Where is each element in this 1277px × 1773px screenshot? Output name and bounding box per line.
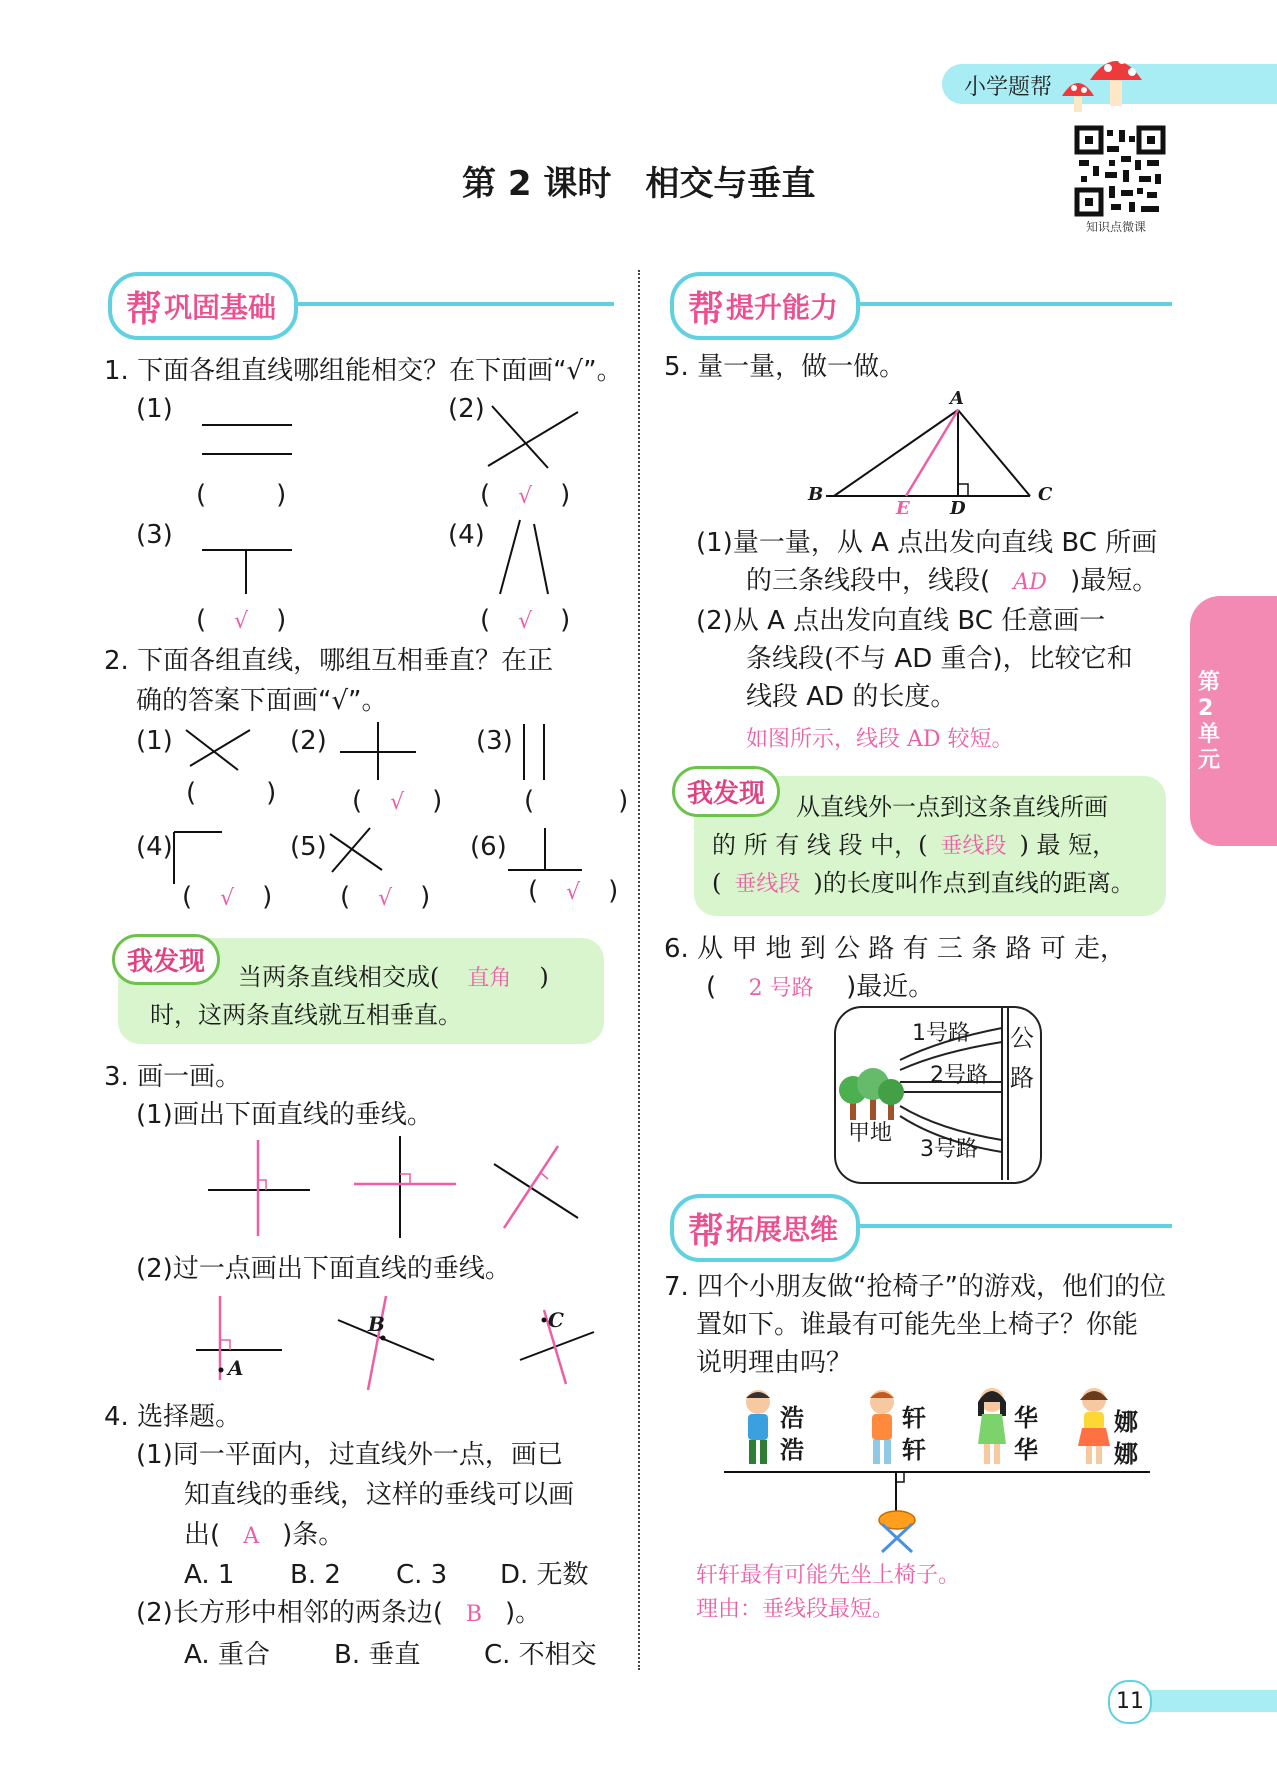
discover-2-pre: 的 所 有 线 段 中，( [712,831,928,859]
q2-stem-1: 2. 下面各组直线，哪组互相垂直？在正 [104,646,554,676]
q5-point-b: B [808,484,824,505]
q1-answer-2[interactable]: ( √ ) [480,480,571,510]
q5-point-a: A [950,388,964,409]
q2-label-6: (6) [470,832,507,862]
section-mark: 帮 [688,287,725,330]
q3-stem: 3. 画一画。 [104,1062,242,1092]
q2-ans-5: √ [378,886,393,911]
q7-answer-1[interactable]: 轩轩最有可能先坐上椅子。 [696,1563,961,1588]
q5-point-c: C [1038,484,1053,505]
q4-sub1-post: )条。 [282,1520,345,1550]
q7-answer-2[interactable]: 理由：垂线段最短。 [696,1597,895,1622]
q4-sub1-option-d: D. 无数 [500,1560,589,1590]
kid-name-4b: 娜 [1114,1440,1138,1468]
q4-sub2-option-b: B. 垂直 [334,1640,421,1670]
q4-sub1-line2: 知直线的垂线，这样的垂线可以画 [184,1480,575,1510]
q1-answer-4[interactable]: ( √ ) [480,605,571,635]
kid-name-3b: 华 [1014,1436,1038,1464]
q2-label-3: (3) [476,726,513,756]
q6-place: 甲地 [848,1121,893,1146]
q7-stem-1: 7. 四个小朋友做“抢椅子”的游戏，他们的位 [664,1272,1167,1302]
q4-sub1-line1: (1)同一平面内，过直线外一点，画已 [136,1440,563,1470]
section-label: 巩固基础 [164,291,277,324]
q6-stem-1: 6. 从 甲 地 到 公 路 有 三 条 路 可 走， [664,934,1126,964]
q6-answer[interactable]: 2 号路 [748,976,814,1001]
qr-caption: 知识点微课 [1086,220,1147,234]
q5-point-e: E [896,498,910,519]
q2-answer-4[interactable]: ( √ ) [182,882,273,912]
q2-label-1: (1) [136,726,173,756]
q2-label-4: (4) [136,832,173,862]
discover-2-line-1: 从直线外一点到这条直线所画 [796,793,1108,821]
q6-highway-2: 路 [1010,1064,1034,1092]
q4-sub2-pre: (2)长方形中相邻的两条边( [136,1598,443,1628]
q6-post: )最近。 [846,972,935,1002]
q5-sub1-answer[interactable]: AD [1013,570,1047,595]
q1-ans-2: √ [518,484,533,509]
kid-name-4a: 娜 [1114,1408,1138,1436]
chair-icon [874,1508,920,1554]
q5-sub1-post: )最短。 [1070,566,1159,596]
q5-sub1-line1: (1)量一量，从 A 点出发向直线 BC 所画 [696,528,1158,558]
q4-sub2-answer[interactable]: B [465,1602,483,1627]
discover-2-post3: )的长度叫作点到直线的距离。 [813,869,1135,897]
q2-label-5: (5) [290,832,327,862]
discover-2-answer-1[interactable]: 垂线段 [940,834,1007,859]
discover-1-pre: 当两条直线相交成( [238,963,440,991]
q5-sub2-line2: 条线段(不与 AD 重合)，比较它和 [746,644,1133,674]
discover-1-line-2: 时，这两条直线就互相垂直。 [150,1001,462,1029]
q2-ans-4: √ [220,886,235,911]
kid-name-2b: 轩 [902,1436,926,1464]
q3-point-c: C [548,1308,564,1332]
section-mark: 帮 [688,1209,725,1252]
q5-sub1-pre: 的三条线段中，线段( [746,566,991,596]
discover-2-post: ) 最 短， [1019,831,1117,859]
q4-sub1-option-a: A. 1 [184,1560,235,1590]
q5-sub2-answer[interactable]: 如图所示，线段 AD 较短。 [746,727,1014,752]
q4-sub1-option-c: C. 3 [396,1560,448,1590]
q3-point-b: B [368,1312,385,1336]
side-tab-label: 第2单元 [1198,670,1221,773]
q6-road-3: 3号路 [920,1137,978,1162]
q4-sub2-option-c: C. 不相交 [484,1640,597,1670]
kid-name-2a: 轩 [902,1404,926,1432]
q1-label-2: (2) [448,394,485,424]
q1-stem: 1. 下面各组直线哪组能相交？在下面画“√”。 [104,356,623,386]
q2-stem-2: 确的答案下面画“√”。 [136,686,388,716]
q7-stem-3: 说明理由吗？ [696,1348,853,1378]
page-title: 第 2 课时 相交与垂直 [462,164,816,204]
q3-point-a: A [228,1356,244,1380]
discover-tag-1: 我发现 [112,934,220,985]
discover-1-answer[interactable]: 直角 [467,966,512,991]
discover-1-post: ) [539,963,549,991]
q5-sub2-line1: (2)从 A 点出发向直线 BC 任意画一 [696,606,1106,636]
q4-sub1-pre: 出( [184,1520,221,1550]
q4-stem: 4. 选择题。 [104,1402,242,1432]
section-label: 拓展思维 [726,1213,839,1246]
kid-name-1b: 浩 [780,1436,804,1464]
q2-answer-6[interactable]: ( √ ) [528,876,619,906]
q2-answer-2[interactable]: ( √ ) [352,786,443,816]
q4-sub2-option-a: A. 重合 [184,1640,270,1670]
q1-answer-1[interactable]: ( ) [196,480,287,510]
footer-band [1136,1690,1277,1712]
q5-sub2-line3: 线段 AD 的长度。 [746,682,957,712]
q1-answer-3[interactable]: ( √ ) [196,605,287,635]
q2-ans-6: √ [566,880,581,905]
page-number: 11 [1108,1680,1152,1724]
discover-tag-2: 我发现 [672,766,780,817]
q1-ans-4: √ [518,609,533,634]
kid-name-1a: 浩 [780,1404,804,1432]
q2-label-2: (2) [290,726,327,756]
kid-name-3a: 华 [1014,1404,1038,1432]
q2-answer-1[interactable]: ( ) [186,778,277,808]
q2-answer-5[interactable]: ( √ ) [340,882,431,912]
q2-ans-2: √ [390,790,405,815]
q6-road-1: 1号路 [912,1021,970,1046]
discover-2-answer-2[interactable]: 垂线段 [734,872,801,897]
q1-label-3: (3) [136,520,173,550]
section-label: 提升能力 [726,291,839,324]
q5-stem: 5. 量一量，做一做。 [664,352,906,382]
q6-road-2: 2号路 [930,1063,988,1088]
q1-label-4: (4) [448,520,485,550]
q1-label-1: (1) [136,394,173,424]
q1-ans-3: √ [234,609,249,634]
q3-sub-1: (1)画出下面直线的垂线。 [136,1100,433,1130]
q2-answer-3[interactable]: ( ) [524,786,629,816]
q5-point-d: D [950,498,966,519]
discover-2-pre3: ( [712,869,722,897]
q6-highway-1: 公 [1010,1024,1034,1052]
brand-label: 小学题帮 [964,75,1053,100]
q4-sub1-answer[interactable]: A [243,1524,260,1549]
q4-sub2 [136,1594,541,1634]
q3-sub-2: (2)过一点画出下面直线的垂线。 [136,1254,511,1284]
section-mark: 帮 [126,287,163,330]
q4-sub2-post: )。 [504,1598,542,1628]
q4-sub1-option-b: B. 2 [290,1560,341,1590]
q7-stem-2: 置如下。谁最有可能先坐上椅子？你能 [696,1310,1139,1340]
q6-pre: ( [706,972,717,1002]
